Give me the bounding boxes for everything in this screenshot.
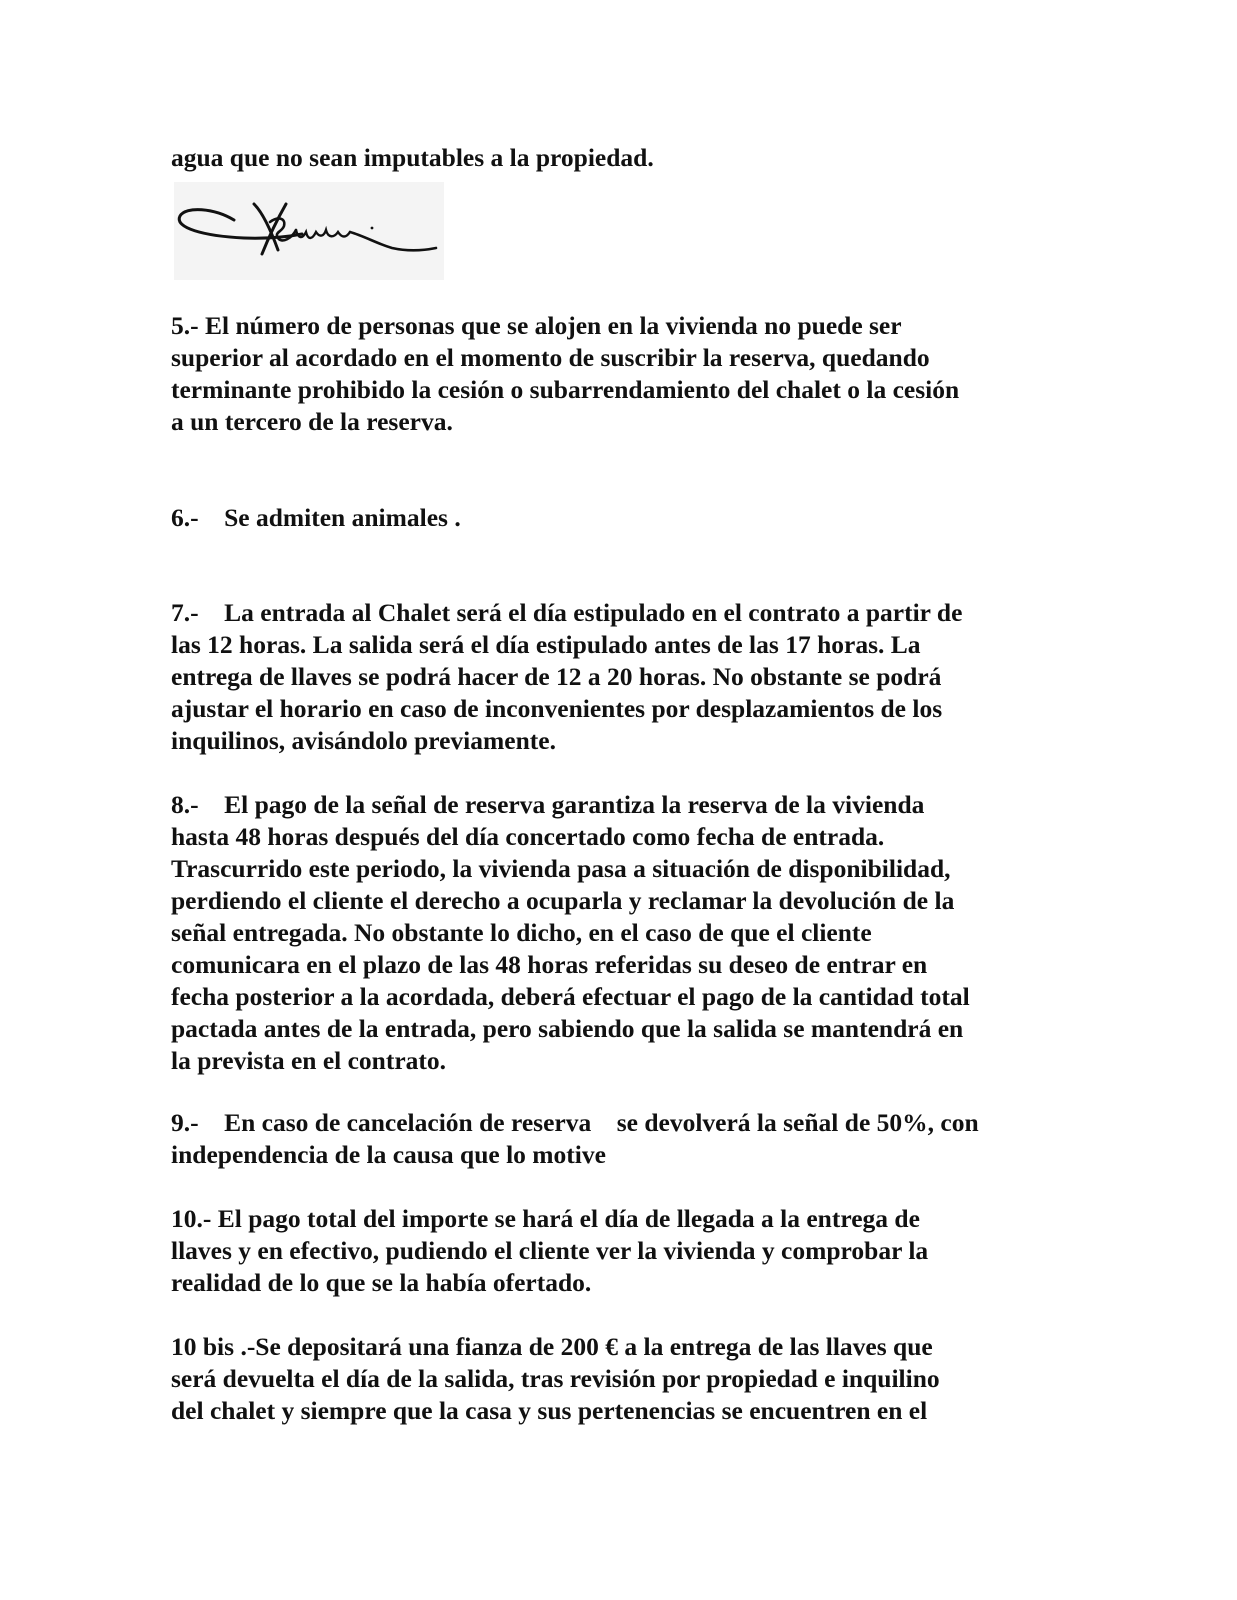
clause-line: ajustar el horario en caso de inconvenientes por desplazamientos de los <box>171 694 943 723</box>
clause-line: entrega de llaves se podrá hacer de 12 a 20 horas. No obstante se podrá <box>171 662 942 691</box>
clause-line: 6.- Se admiten animales . <box>171 503 461 532</box>
clause-line: Trascurrido este periodo, la vivienda pasa a situación de disponibilidad, <box>171 854 951 883</box>
clause-line: realidad de lo que se la había ofertado. <box>171 1268 592 1297</box>
signature-image <box>174 182 444 280</box>
intro-line: agua que no sean imputables a la propiedad. <box>171 143 654 172</box>
clause-line: 7.- La entrada al Chalet será el día estipulado en el contrato a partir de <box>171 598 963 627</box>
clause-line: las 12 horas. La salida será el día estipulado antes de las 17 horas. La <box>171 630 921 659</box>
clause-line: pactada antes de la entrada, pero sabiendo que la salida se mantendrá en <box>171 1014 964 1043</box>
clause-line: 10 bis .-Se depositará una fianza de 200 € a la entrega de las llaves que <box>171 1332 933 1361</box>
clause-line: terminante prohibido la cesión o subarrendamiento del chalet o la cesión <box>171 375 960 404</box>
clause-line: 8.- El pago de la señal de reserva garantiza la reserva de la vivienda <box>171 790 925 819</box>
clause-line: la prevista en el contrato. <box>171 1046 447 1075</box>
clause-line: superior al acordado en el momento de suscribir la reserva, quedando <box>171 343 930 372</box>
clause-line: hasta 48 horas después del día concertado como fecha de entrada. <box>171 822 885 851</box>
clause-line: fecha posterior a la acordada, deberá efectuar el pago de la cantidad total <box>171 982 970 1011</box>
clause-line: 5.- El número de personas que se alojen en la vivienda no puede ser <box>171 311 902 340</box>
clause-line: independencia de la causa que lo motive <box>171 1140 606 1169</box>
clause-line: 9.- En caso de cancelación de reserva se devolverá la señal de 50%, con <box>171 1108 979 1137</box>
clause-line: a un tercero de la reserva. <box>171 407 453 436</box>
clause-line: inquilinos, avisándolo previamente. <box>171 726 556 755</box>
clause-line: llaves y en efectivo, pudiendo el cliente ver la vivienda y comprobar la <box>171 1236 929 1265</box>
clause-line: comunicara en el plazo de las 48 horas referidas su deseo de entrar en <box>171 950 928 979</box>
clause-line: del chalet y siempre que la casa y sus pertenencias se encuentren en el <box>171 1396 928 1425</box>
clause-line: señal entregada. No obstante lo dicho, en el caso de que el cliente <box>171 918 872 947</box>
clause-line: será devuelta el día de la salida, tras revisión por propiedad e inquilino <box>171 1364 940 1393</box>
clause-line: perdiendo el cliente el derecho a ocuparla y reclamar la devolución de la <box>171 886 955 915</box>
clause-line: 10.- El pago total del importe se hará el día de llegada a la entrega de <box>171 1204 920 1233</box>
